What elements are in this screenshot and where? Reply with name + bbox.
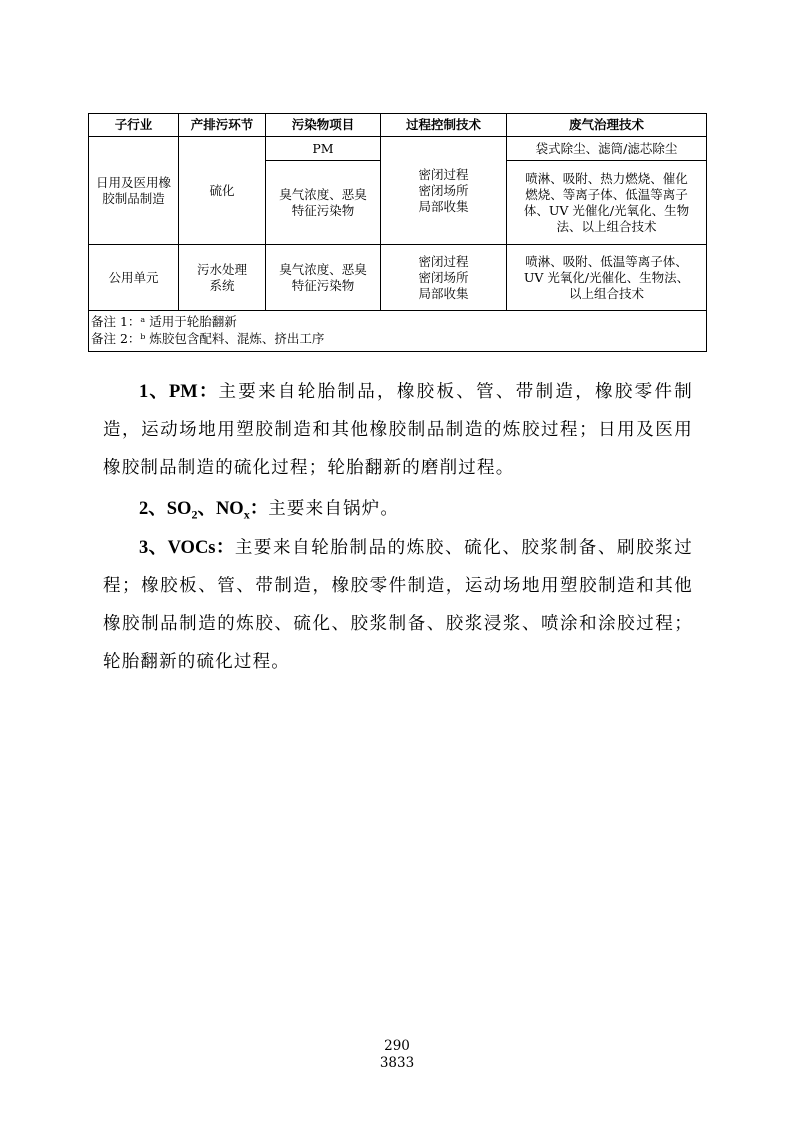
cell-line: 日用及医用橡 [95, 174, 171, 190]
cell-process-control [381, 245, 507, 311]
cell-line: 体、UV 光催化/光氧化、生物 [523, 202, 690, 218]
page-number-secondary: 3833 [379, 1055, 415, 1071]
cell-line: 污水处理 [196, 261, 247, 277]
cell-treatment-tech [507, 161, 707, 245]
cell-line: 胶制品制造 [102, 190, 165, 206]
cell-process-control [381, 137, 507, 245]
cell-line: 局部收集 [418, 285, 469, 301]
paragraph-vocs [103, 529, 693, 681]
cell-line: 法、以上组合技术 [556, 218, 657, 234]
cell-sub-industry [89, 137, 179, 245]
cell-line: 密闭场所 [418, 269, 469, 285]
cell-stage [179, 245, 266, 311]
note-2: 备注 2：ᵇ 炼胶包含配料、混炼、挤出工序 [91, 331, 325, 346]
table-notes-row [89, 311, 707, 352]
paragraph-pm [103, 373, 693, 487]
cell-line: 特征污染物 [291, 277, 355, 293]
lead-subscript: 2 [191, 507, 198, 522]
note-1: 备注 1：ᵃ 适用于轮胎翻新 [91, 314, 237, 329]
pollution-control-table [88, 113, 707, 352]
cell-line: 密闭场所 [418, 182, 469, 198]
cell-pollutant: PM [266, 137, 381, 161]
cell-treatment-tech [507, 245, 707, 311]
cell-pollutant [266, 245, 381, 311]
cell-treatment-tech: 袋式除尘、滤筒/滤芯除尘 [507, 137, 707, 161]
cell-line: 局部收集 [418, 198, 469, 214]
paragraph-text: 主要来自轮胎制品，橡胶板、管、带制造，橡胶零件制造，运动场地用塑胶制造和其他橡胶制品制造的炼胶过程；日用及医用橡胶制品制造的硫化过程；轮胎翻新的磨削过程。 [103, 382, 693, 478]
header-sub-industry: 子行业 [89, 114, 179, 137]
lead-part: 2、SO [139, 499, 192, 519]
cell-sub-industry: 公用单元 [89, 245, 179, 311]
table-row [89, 137, 707, 161]
paragraph-so2-nox [103, 490, 693, 534]
lead-subscript: x [243, 507, 250, 522]
paragraph-lead: 3、VOCs： [139, 538, 235, 558]
cell-line: 以上组合技术 [568, 285, 644, 301]
table-notes [89, 311, 707, 352]
cell-line: 特征污染物 [291, 202, 355, 218]
paragraph-lead: 1、PM： [139, 382, 219, 402]
paragraph-text: 主要来自轮胎制品的炼胶、硫化、胶浆制备、刷胶浆过程；橡胶板、管、带制造，橡胶零件制造，运动场地用塑胶制造和其他橡胶制品制造的炼胶、硫化、胶浆制备、胶浆浸浆、喷涂和涂胶过程；轮胎翻新的硫化过程。 [103, 538, 693, 672]
cell-line: 臭气浓度、恶臭 [279, 261, 367, 277]
cell-line: 系统 [209, 277, 235, 293]
lead-part: ： [249, 499, 269, 519]
table-row [89, 245, 707, 311]
cell-line: 喷淋、吸附、低温等离子体、 [525, 253, 688, 269]
cell-line: 密闭过程 [418, 166, 469, 182]
cell-pollutant [266, 161, 381, 245]
cell-line: UV 光氧化/光催化、生物法、 [523, 269, 690, 285]
paragraph-text: 主要来自锅炉。 [268, 499, 400, 519]
header-process-control: 过程控制技术 [381, 114, 507, 137]
cell-line: 密闭过程 [418, 253, 469, 269]
cell-line: 喷淋、吸附、热力燃烧、催化 [525, 170, 688, 186]
cell-line: 燃烧、等离子体、低温等离子 [525, 186, 688, 202]
paragraph-lead [139, 499, 269, 522]
cell-line: 臭气浓度、恶臭 [279, 186, 367, 202]
cell-stage: 硫化 [179, 137, 266, 245]
header-pollutant: 污染物项目 [266, 114, 381, 137]
header-treatment-tech: 废气治理技术 [507, 114, 707, 137]
lead-part: 、NO [197, 499, 244, 519]
table-header-row [89, 114, 707, 137]
header-stage: 产排污环节 [179, 114, 266, 137]
page-number: 290 [384, 1038, 410, 1054]
